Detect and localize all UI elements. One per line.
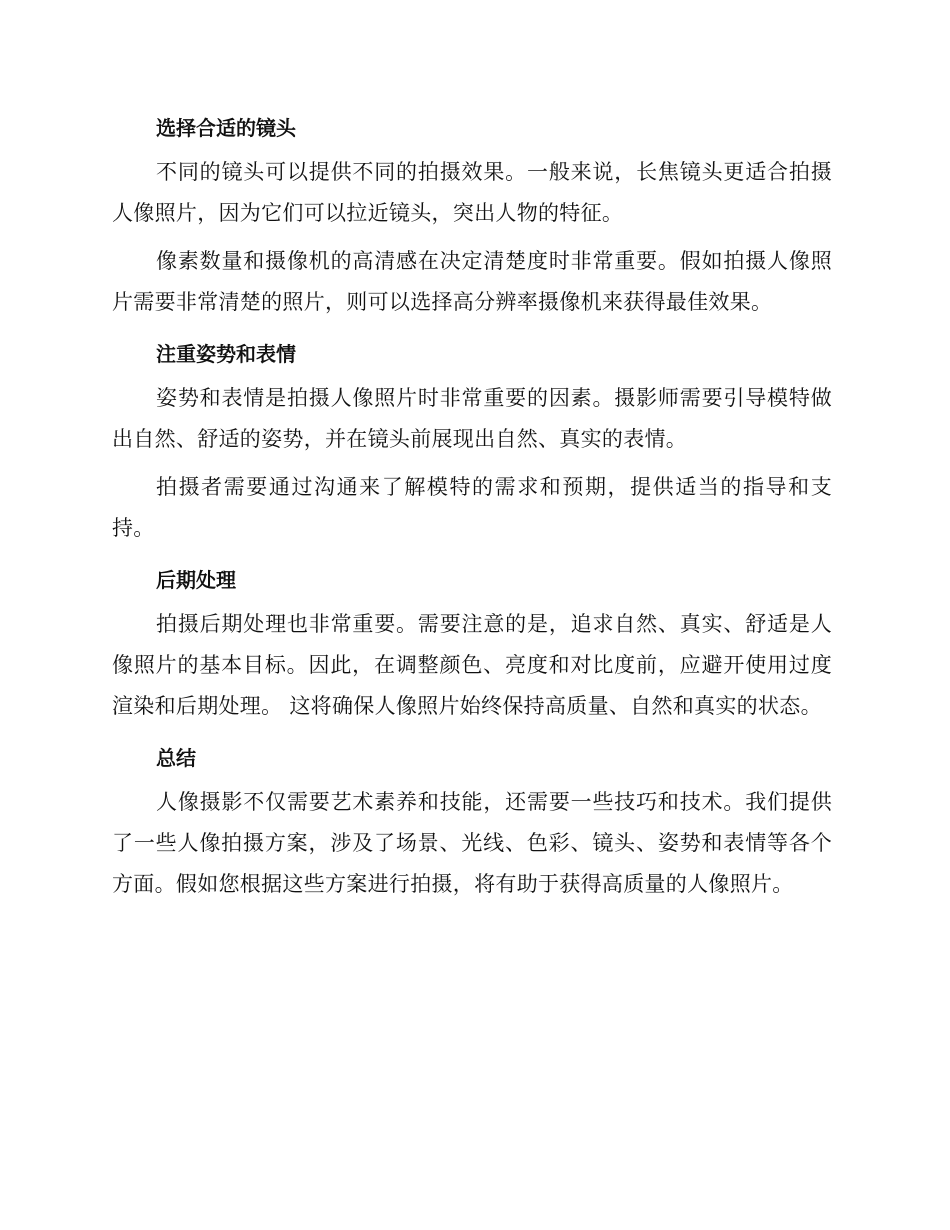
section-heading: 注重姿势和表情: [156, 342, 296, 366]
section-lens: [112, 104, 832, 323]
section-summary: [112, 734, 832, 905]
paragraph: 像素数量和摄像机的高清感在决定清楚度时非常重要。假如拍摄人像照片需要非常清楚的照片，则可以选择高分辨率摄像机来获得最佳效果。: [112, 249, 832, 314]
section-postprocessing: [112, 556, 832, 727]
paragraph: 拍摄者需要通过沟通来了解模特的需求和预期，提供适当的指导和支持。: [112, 475, 832, 540]
paragraph: 拍摄后期处理也非常重要。需要注意的是，追求自然、真实、舒适是人像照片的基本目标。因此，在调整颜色、亮度和对比度前，应避开使用过度渲染和后期处理。 这将确保人像照片始终保持高质量、自然和真实的状态。: [112, 612, 832, 718]
document-page: [112, 104, 832, 912]
section-pose: [112, 330, 832, 549]
paragraph: 人像摄影不仅需要艺术素养和技能，还需要一些技巧和技术。我们提供了一些人像拍摄方案，涉及了场景、光线、色彩、镜头、姿势和表情等各个方面。假如您根据这些方案进行拍摄，将有助于获得高质量的人像照片。: [112, 790, 832, 896]
section-heading: 总结: [156, 746, 196, 770]
section-heading: 后期处理: [156, 568, 236, 592]
paragraph: 姿势和表情是拍摄人像照片时非常重要的因素。摄影师需要引导模特做出自然、舒适的姿势，并在镜头前展现出自然、真实的表情。: [112, 386, 832, 451]
section-heading: 选择合适的镜头: [156, 116, 296, 140]
paragraph: 不同的镜头可以提供不同的拍摄效果。一般来说，长焦镜头更适合拍摄人像照片，因为它们可以拉近镜头，突出人物的特征。: [112, 160, 832, 225]
